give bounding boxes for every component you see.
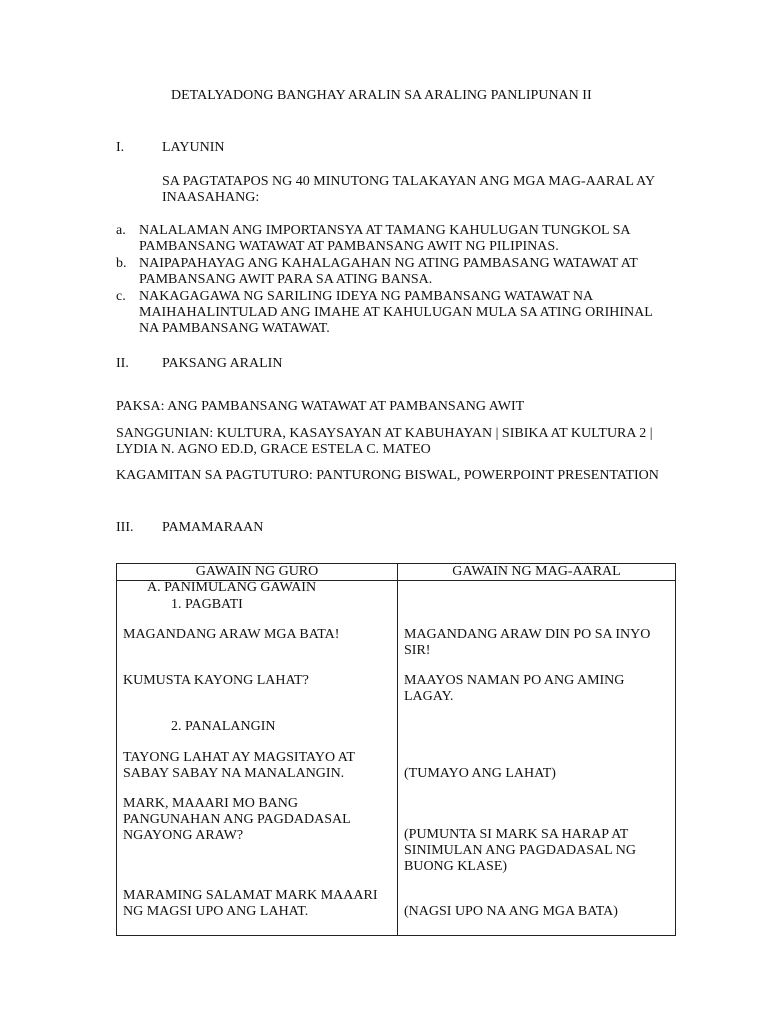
table-header-row (117, 564, 676, 581)
student-pumunta-line-2: SINIMULAN ANG PAGDADASAL NG (404, 843, 636, 858)
student-pumunta-line-3: BUONG KLASE) (404, 859, 508, 874)
header-student-activity: GAWAIN NG MAG-AARAL (398, 564, 676, 581)
subheading-pagbati: 1. PAGBATI (171, 597, 243, 612)
objective-c-line-1: NAKAGAGAWA NG SARILING IDEYA NG PAMBANSANG WATAWAT NA (139, 289, 594, 304)
sanggunian-line-1: SANGGUNIAN: KULTURA, KASAYSAYAN AT KABUHAYAN | SIBIKA AT KULTURA 2 | (116, 426, 653, 441)
section-2-heading: PAKSANG ARALIN (162, 356, 283, 371)
student-tumayo: (TUMAYO ANG LAHAT) (404, 766, 556, 781)
section-3-heading: PAMAMARAAN (162, 520, 264, 535)
kagamitan-line: KAGAMITAN SA PAGTUTURO: PANTURONG BISWAL, POWERPOINT PRESENTATION (116, 468, 659, 483)
teacher-kumusta: KUMUSTA KAYONG LAHAT? (123, 673, 309, 688)
section-3-numeral: III. (116, 520, 134, 535)
teacher-greeting: MAGANDANG ARAW MGA BATA! (123, 627, 340, 642)
objective-b-marker: b. (116, 256, 127, 271)
student-maayos-line-1: MAAYOS NAMAN PO ANG AMING (404, 673, 625, 688)
teacher-mark-line-2: PANGUNAHAN ANG PAGDADASAL (123, 812, 351, 827)
objective-c-line-3: NA PAMBANSANG WATAWAT. (139, 321, 330, 336)
section-1-heading: LAYUNIN (162, 140, 225, 155)
objective-a-marker: a. (116, 223, 126, 238)
student-pumunta-line-1: (PUMUNTA SI MARK SA HARAP AT (404, 827, 629, 842)
student-greeting-line-1: MAGANDANG ARAW DIN PO SA INYO (404, 627, 651, 642)
subheading-panimulang-gawain: A. PANIMULANG GAWAIN (147, 580, 317, 595)
objective-c-line-2: MAIHAHALINTULAD ANG IMAHE AT KAHULUGAN MULA SA ATING ORIHINAL (139, 305, 653, 320)
paksa-line: PAKSA: ANG PAMBANSANG WATAWAT AT PAMBANSANG AWIT (116, 399, 525, 414)
objective-b-line-1: NAIPAPAHAYAG ANG KAHALAGAHAN NG ATING PAMBASANG WATAWAT AT (139, 256, 638, 271)
teacher-tayo-line-2: SABAY SABAY NA MANALANGIN. (123, 766, 345, 781)
table-row (117, 581, 676, 936)
teacher-tayo-line-1: TAYONG LAHAT AY MAGSITAYO AT (123, 750, 355, 765)
student-activity-cell (398, 581, 676, 936)
intro-line-2: INAASAHANG: (162, 190, 260, 205)
procedure-table (116, 563, 676, 936)
student-greeting-line-2: SIR! (404, 643, 431, 658)
objective-c-marker: c. (116, 289, 126, 304)
teacher-mark-line-3: NGAYONG ARAW? (123, 828, 244, 843)
objective-a-line-2: PAMBANSANG WATAWAT AT PAMBANSANG AWIT NG PILIPINAS. (139, 239, 559, 254)
sanggunian-line-2: LYDIA N. AGNO ED.D, GRACE ESTELA C. MATEO (116, 442, 431, 457)
teacher-salamat-line-2: NG MAGSI UPO ANG LAHAT. (123, 904, 309, 919)
header-teacher-activity: GAWAIN NG GURO (117, 564, 398, 581)
teacher-activity-cell (117, 581, 398, 936)
teacher-mark-line-1: MARK, MAAARI MO BANG (123, 796, 299, 811)
intro-line-1: SA PAGTATAPOS NG 40 MINUTONG TALAKAYAN ANG MGA MAG-AARAL AY (162, 174, 656, 189)
section-1-numeral: I. (116, 140, 125, 155)
objective-a-line-1: NALALAMAN ANG IMPORTANSYA AT TAMANG KAHULUGAN TUNGKOL SA (139, 223, 631, 238)
student-maayos-line-2: LAGAY. (404, 689, 454, 704)
teacher-salamat-line-1: MARAMING SALAMAT MARK MAAARI (123, 888, 378, 903)
subheading-panalangin: 2. PANALANGIN (171, 719, 276, 734)
objective-b-line-2: PAMBANSANG AWIT PARA SA ATING BANSA. (139, 272, 433, 287)
student-upo: (NAGSI UPO NA ANG MGA BATA) (404, 904, 618, 919)
document-title: DETALYADONG BANGHAY ARALIN SA ARALING PANLIPUNAN II (171, 88, 592, 103)
section-2-numeral: II. (116, 356, 129, 371)
